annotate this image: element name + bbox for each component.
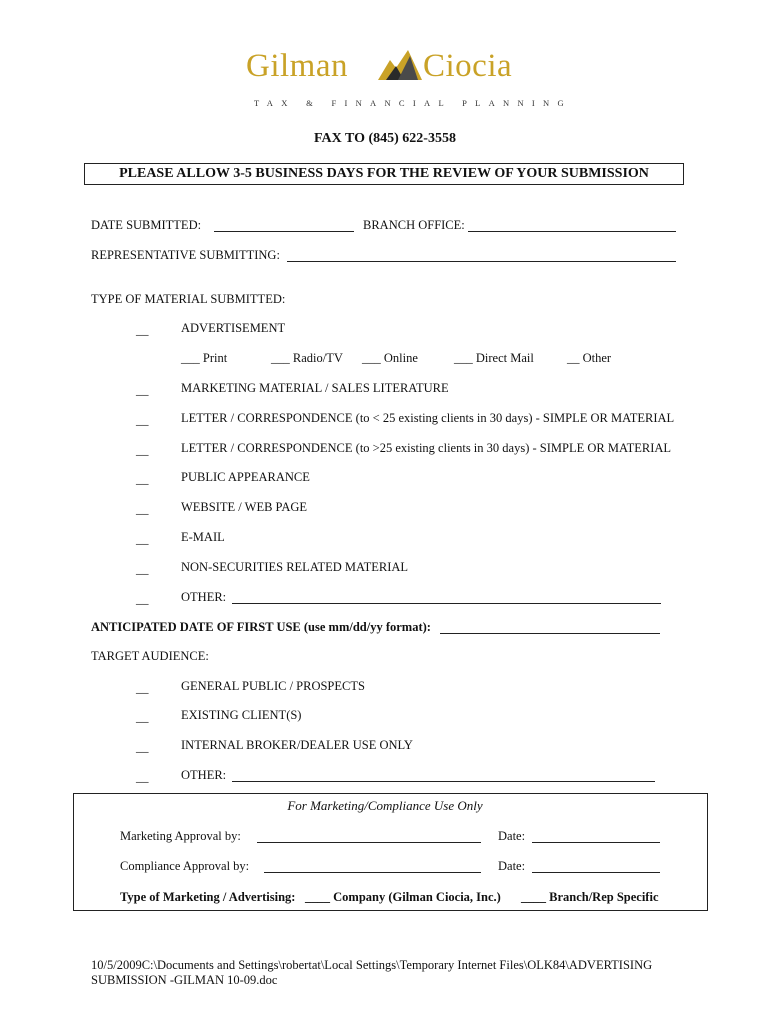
logo-word-ciocia: Ciocia [423,48,513,84]
mountain-logo-icon [378,46,422,82]
ad-option-direct-mail[interactable]: ___ Direct Mail [454,351,534,365]
compliance-date-label: Date: [498,859,526,873]
type-of-marketing-label: Type of Marketing / Advertising: [120,890,296,904]
audience-item: INTERNAL BROKER/DEALER USE ONLY [181,738,413,752]
footer-file-path: 10/5/2009C:\Documents and Settings\robertat\Local Settings\Temporary Internet Files\OLK84\ADVERTISING [91,958,653,972]
material-item: LETTER / CORRESPONDENCE (to < 25 existing clients in 30 days) - SIMPLE OR MATERIAL [181,411,675,425]
material-item: NON-SECURITIES RELATED MATERIAL [181,560,409,574]
audience-checkbox[interactable]: __ [136,710,149,724]
marketing-approval-field[interactable] [257,842,481,843]
compliance-approval-label: Compliance Approval by: [120,859,250,873]
branch-office-label: BRANCH OFFICE: [363,218,465,232]
material-item: MARKETING MATERIAL / SALES LITERATURE [181,381,449,395]
audience-other-label: OTHER: [181,768,227,782]
logo-tagline: TAX & FINANCIAL PLANNING [254,98,572,108]
audience-checkbox[interactable]: __ [136,740,149,754]
audience-checkbox[interactable]: __ [136,681,149,695]
material-checkbox[interactable]: __ [136,502,149,516]
material-checkbox[interactable]: __ [136,562,149,576]
audience-heading: TARGET AUDIENCE: [91,649,209,663]
footer-file-name: SUBMISSION -GILMAN 10-09.doc [91,973,278,987]
material-checkbox[interactable]: __ [136,413,149,427]
anticipated-date-label: ANTICIPATED DATE OF FIRST USE (use mm/dd/yy format): [91,620,431,634]
material-item: E-MAIL [181,530,225,544]
material-checkbox[interactable]: __ [136,443,149,457]
material-checkbox[interactable]: __ [136,592,149,606]
review-notice-banner: PLEASE ALLOW 3-5 BUSINESS DAYS FOR THE REVIEW OF YOUR SUBMISSION [84,163,684,185]
fax-number: FAX TO (845) 622-3558 [314,131,456,146]
material-checkbox[interactable]: __ [136,472,149,486]
ad-option-other[interactable]: __ Other [567,351,612,365]
representative-label: REPRESENTATIVE SUBMITTING: [91,248,280,262]
branch-office-field[interactable] [468,231,676,232]
date-submitted-label: DATE SUBMITTED: [91,218,202,232]
company-option[interactable]: ____ Company (Gilman Ciocia, Inc.) [305,890,501,904]
marketing-approval-label: Marketing Approval by: [120,829,241,843]
audience-checkbox[interactable]: __ [136,770,149,784]
material-heading: TYPE OF MATERIAL SUBMITTED: [91,292,286,306]
branch-rep-option[interactable]: ____ Branch/Rep Specific [521,890,659,904]
material-other-label: OTHER: [181,590,227,604]
marketing-date-field[interactable] [532,842,660,843]
marketing-date-label: Date: [498,829,526,843]
compliance-approval-field[interactable] [264,872,481,873]
material-item: WEBSITE / WEB PAGE [181,500,308,514]
date-submitted-field[interactable] [214,231,354,232]
logo-word-gilman: Gilman [246,48,348,84]
material-checkbox[interactable]: __ [136,532,149,546]
audience-item: EXISTING CLIENT(S) [181,708,302,722]
representative-field[interactable] [287,261,676,262]
material-other-field[interactable] [232,603,661,604]
audience-other-field[interactable] [232,781,655,782]
ad-option-radio-tv[interactable]: ___ Radio/TV [271,351,343,365]
ad-option-online[interactable]: ___ Online [362,351,418,365]
office-use-title: For Marketing/Compliance Use Only [287,798,483,813]
advertisement-checkbox[interactable]: __ [136,323,149,337]
audience-item: GENERAL PUBLIC / PROSPECTS [181,679,365,693]
compliance-date-field[interactable] [532,872,660,873]
material-item: PUBLIC APPEARANCE [181,470,310,484]
anticipated-date-field[interactable] [440,633,660,634]
material-checkbox[interactable]: __ [136,383,149,397]
material-item: LETTER / CORRESPONDENCE (to >25 existing clients in 30 days) - SIMPLE OR MATERIAL [181,441,672,455]
ad-option-print[interactable]: ___ Print [181,351,228,365]
advertisement-label: ADVERTISEMENT [181,321,286,335]
